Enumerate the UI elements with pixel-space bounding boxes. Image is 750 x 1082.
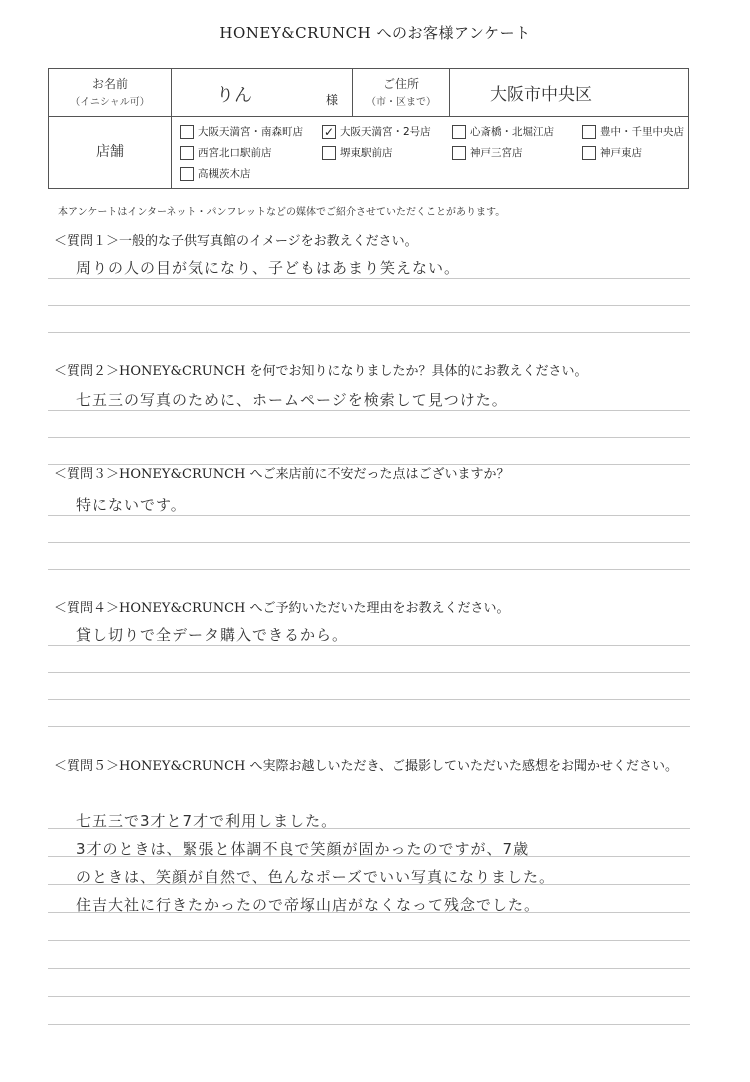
store-option-label: 神戸三宮店 <box>470 147 523 159</box>
store-options <box>172 117 689 189</box>
question-3-answer[interactable]: 特にないです。 <box>76 496 187 514</box>
notice-text: 本アンケートはインターネット・パンフレットなどの媒体でご紹介させていただくことがあります。 <box>58 207 506 218</box>
store-option-label: 堺東駅前店 <box>340 147 393 159</box>
answer-rule-line <box>48 278 690 279</box>
store-checkbox[interactable] <box>452 125 466 139</box>
question-5-answer[interactable]: 七五三で3才と7才で利用しました。 <box>76 812 338 830</box>
address-label-cell <box>353 69 450 117</box>
answer-rule-line <box>48 1024 690 1025</box>
answer-rule-line <box>48 569 690 570</box>
store-checkbox[interactable] <box>452 146 466 160</box>
question-5-answer[interactable]: 3才のときは、緊張と体調不良で笑顔が固かったのですが、7歳 <box>76 840 530 858</box>
question-5-answer[interactable]: 住吉大社に行きたかったので帝塚山店がなくなって残念でした。 <box>76 896 541 914</box>
store-option[interactable] <box>582 145 682 160</box>
store-option-label: 心斎橋・北堀江店 <box>470 126 554 138</box>
name-field[interactable] <box>172 69 353 117</box>
answer-rule-line <box>48 726 690 727</box>
answer-rule-line <box>48 940 690 941</box>
store-option[interactable] <box>582 124 682 139</box>
question-5-answer[interactable]: のときは、笑顔が自然で、色んなポーズでいい写真になりました。 <box>76 868 555 886</box>
answer-rule-line <box>48 699 690 700</box>
store-option-label: 神戸東店 <box>600 147 642 159</box>
answer-rule-line <box>48 645 690 646</box>
name-suffix: 様 <box>325 93 338 107</box>
question-2-text: ＜質問２＞HONEY&CRUNCH を何でお知りになりましたか？具体的にお教えください。 <box>54 364 588 379</box>
store-checkbox[interactable] <box>582 125 596 139</box>
answer-rule-line <box>48 968 690 969</box>
store-option[interactable] <box>180 145 322 160</box>
answer-rule-line <box>48 996 690 997</box>
question-1-answer[interactable]: 周りの人の目が気になり、子どもはあまり笑えない。 <box>76 259 461 277</box>
answer-rule-line <box>48 672 690 673</box>
survey-title: HONEY&CRUNCH へのお客様アンケート <box>219 24 531 42</box>
answer-rule-line <box>48 542 690 543</box>
name-value: りん <box>216 85 252 106</box>
store-option-label: 大阪天満宮・2号店 <box>340 126 431 138</box>
store-option-label: 高槻茨木店 <box>198 168 251 180</box>
question-4-answer[interactable]: 貸し切りで全データ購入できるから。 <box>76 626 349 644</box>
store-option[interactable] <box>322 145 452 160</box>
store-option[interactable] <box>322 124 452 139</box>
store-option[interactable] <box>452 145 582 160</box>
answer-rule-line <box>48 305 690 306</box>
store-label: 店舗 <box>96 143 124 160</box>
store-checkbox[interactable] <box>322 146 336 160</box>
name-label: お名前 <box>91 76 128 91</box>
address-label: ご住所 <box>382 76 419 91</box>
address-sublabel: （市・区まで） <box>366 97 436 109</box>
question-5-text: ＜質問５＞HONEY&CRUNCH へ実際お越しいただき、ご撮影していただいた感想をお聞かせください。 <box>54 759 678 774</box>
answer-rule-line <box>48 437 690 438</box>
store-checkbox[interactable]: ✓ <box>323 124 335 139</box>
answer-rule-line <box>48 410 690 411</box>
store-option[interactable] <box>180 124 322 139</box>
store-label-cell <box>49 117 172 189</box>
question-1-text: ＜質問１＞一般的な子供写真館のイメージをお教えください。 <box>54 234 418 249</box>
store-option[interactable] <box>452 124 582 139</box>
address-value: 大阪市中央区 <box>490 85 592 105</box>
store-checkbox[interactable] <box>180 167 194 181</box>
name-label-cell <box>49 69 172 117</box>
answer-rule-line <box>48 515 690 516</box>
question-4-text: ＜質問４＞HONEY&CRUNCH へご予約いただいた理由をお教えください。 <box>54 601 510 616</box>
store-option[interactable] <box>180 166 322 181</box>
question-2-answer[interactable]: 七五三の写真のために、ホームページを検索して見つけた。 <box>76 391 508 409</box>
address-field[interactable] <box>450 69 689 117</box>
store-option-label: 西宮北口駅前店 <box>198 147 272 159</box>
store-option-label: 大阪天満宮・南森町店 <box>198 126 303 138</box>
answer-rule-line <box>48 332 690 333</box>
name-sublabel: （イニシャル可） <box>70 97 150 109</box>
store-checkbox[interactable] <box>180 125 194 139</box>
store-checkbox[interactable] <box>582 146 596 160</box>
question-3-text: ＜質問３＞HONEY&CRUNCH へご来店前に不安だった点はございますか？ <box>54 467 510 482</box>
store-checkbox[interactable] <box>180 146 194 160</box>
store-option-label: 豊中・千里中央店 <box>600 126 684 138</box>
info-table <box>48 68 689 189</box>
